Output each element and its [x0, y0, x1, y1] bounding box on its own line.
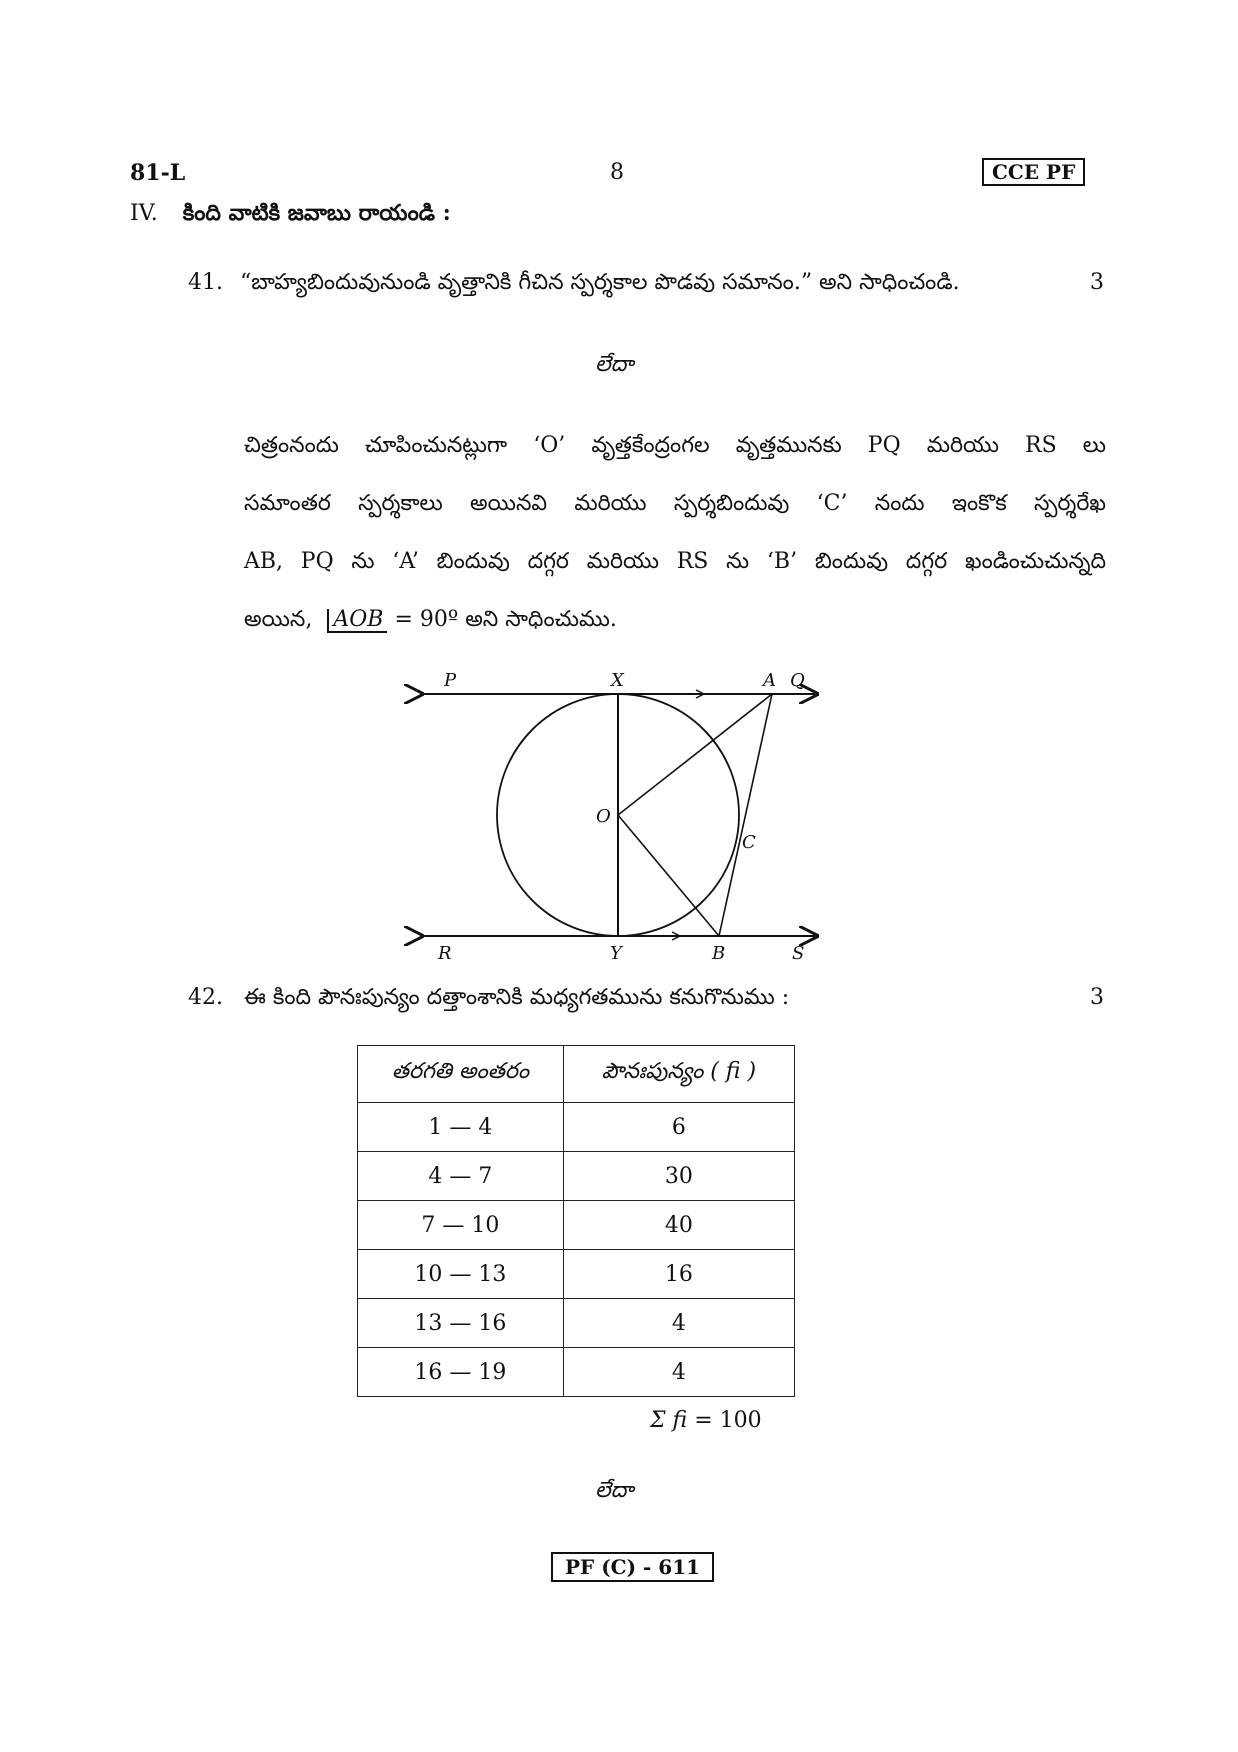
table-row: [358, 1201, 795, 1250]
table-row: [358, 1250, 795, 1299]
table-header-row: [358, 1046, 795, 1103]
label-c: C: [742, 832, 756, 853]
angle-symbol: AOB: [327, 609, 387, 633]
alt-line: చిత్రంనందు చూపించునట్లుగా ‘O’ వృత్తకేంద్రంగల వృత్తమునకు PQ మరియు RS లు: [244, 433, 1106, 458]
sum-value: = 100: [694, 1408, 762, 1433]
alt-line-prefix: అయిన,: [244, 607, 313, 632]
paper-badge: CCE PF: [982, 158, 1085, 186]
frequency-sum: [650, 1408, 762, 1433]
alt-line: AB, PQ ను ‘A’ బిందువు దగ్గర మరియు RS ను ‘B’ బిందువు దగ్గర ఖండించుచున్నది: [244, 549, 1106, 574]
sum-label: Σ fi: [650, 1408, 688, 1433]
label-p: P: [444, 670, 457, 691]
section-heading: [130, 200, 451, 231]
table-row: [358, 1299, 795, 1348]
question-41-text: “బాహ్యబిందువునుండి వృత్తానికి గీచిన స్పర్శకాల పొడవు సమానం.” అని సాధించండి.: [240, 270, 960, 295]
alt-question-line-3: [244, 549, 1106, 579]
question-42-text: ఈ కింది పౌనఃపున్యం దత్తాంశానికి మధ్యగతమును కనుగొనుము :: [244, 985, 790, 1010]
question-42-marks: 3: [1090, 985, 1104, 1010]
column-header-frequency: పౌనఃపున్యం ( fi ): [563, 1046, 794, 1103]
table-row: [358, 1103, 795, 1152]
alt-line: సమాంతర స్పర్శకాలు అయినవి మరియు స్పర్శబిందువు ‘C’ నందు ఇంకొక స్పర్శరేఖ: [244, 491, 1106, 516]
section-title: కింది వాటికి జవాబు రాయండి :: [182, 200, 451, 226]
class-interval-cell: 4 — 7: [358, 1152, 564, 1201]
question-41-marks: 3: [1090, 270, 1104, 295]
question-41-number: 41.: [188, 270, 223, 295]
tangent-circle-diagram: [400, 662, 840, 962]
table-row: [358, 1348, 795, 1397]
segment-ob: [618, 815, 719, 936]
frequency-table: [357, 1045, 795, 1397]
label-r: R: [438, 943, 452, 962]
section-number: IV.: [130, 201, 158, 226]
table-row: [358, 1152, 795, 1201]
label-b: B: [712, 943, 726, 962]
label-o: O: [596, 806, 611, 827]
frequency-cell: 4: [563, 1348, 794, 1397]
class-interval-cell: 7 — 10: [358, 1201, 564, 1250]
angle-equation: = 90º: [394, 607, 459, 632]
label-x: X: [611, 670, 624, 691]
alt-question-line-1: [244, 433, 1106, 463]
frequency-cell: 6: [563, 1103, 794, 1152]
paper-code: 81-L: [130, 160, 186, 186]
label-y: Y: [610, 943, 622, 962]
label-a: A: [763, 670, 776, 691]
alt-line-suffix: అని సాధించుము.: [465, 607, 617, 632]
frequency-cell: 4: [563, 1299, 794, 1348]
label-s: S: [792, 943, 805, 962]
or-label-1: లేదా: [595, 352, 634, 377]
label-q: Q: [790, 670, 805, 691]
question-42-number: 42.: [188, 985, 223, 1010]
class-interval-cell: 13 — 16: [358, 1299, 564, 1348]
class-interval-cell: 16 — 19: [358, 1348, 564, 1397]
frequency-cell: 16: [563, 1250, 794, 1299]
frequency-cell: 30: [563, 1152, 794, 1201]
column-header-class-interval: తరగతి అంతరం: [358, 1046, 564, 1103]
footer-code: PF (C) - 611: [551, 1552, 714, 1582]
page-number: 8: [610, 160, 624, 185]
frequency-cell: 40: [563, 1201, 794, 1250]
class-interval-cell: 1 — 4: [358, 1103, 564, 1152]
class-interval-cell: 10 — 13: [358, 1250, 564, 1299]
alt-question-line-4: [244, 607, 1106, 637]
alt-question-line-2: [244, 491, 1106, 521]
or-label-2: లేదా: [595, 1478, 634, 1503]
